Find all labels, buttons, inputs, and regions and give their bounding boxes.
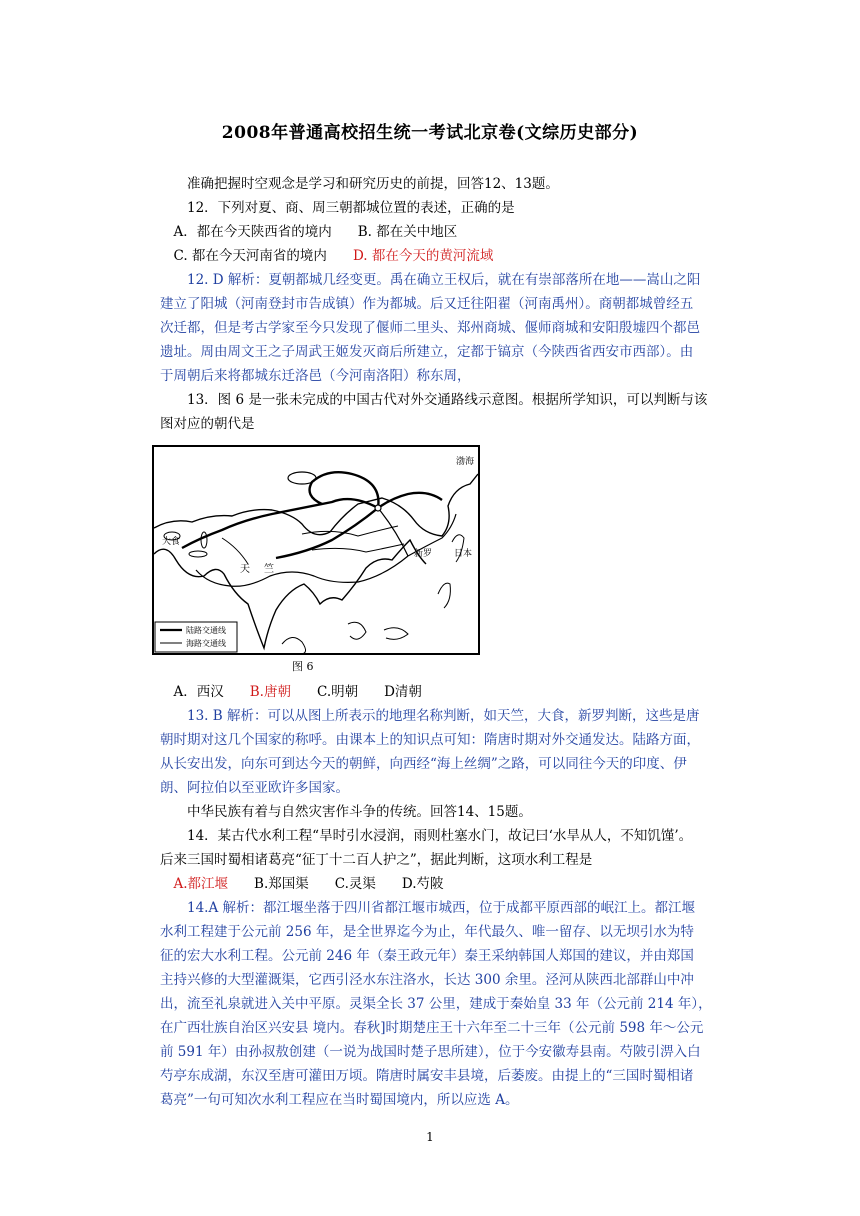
question-14-stem: 后来三国时蜀相诸葛亮“征丁十二百人护之”，据此判断，这项水利工程是 bbox=[160, 852, 593, 868]
q12-option-a: A．都在今天陕西省的境内 bbox=[173, 224, 332, 240]
map-label-dashi: 大食 bbox=[162, 537, 181, 547]
q13-option-a: A．西汉 bbox=[173, 684, 224, 700]
q12-analysis-line: 次迁都，但是考古学家至今只发现了偃师二里头、郑州商城、偃师商城和安阳殷墟四个都邑 bbox=[160, 320, 700, 336]
q13-analysis-line: 13. B 解析：可以从图上所表示的地理名称判断，如天竺，大食，新罗判断，这些是唐 bbox=[187, 708, 700, 724]
intro-12-13: 准确把握时空观念是学习和研究历史的前提，回答12、13题。 bbox=[187, 176, 559, 192]
q12-analysis-line: 12. D 解析：夏朝都城几经变更。禹在确立王权后，就在有崇部落所在地——嵩山之阳 bbox=[187, 272, 701, 288]
q14-analysis-line: 14.A 解析：都江堰坐落于四川省都江堰市城西，位于成都平原西部的岷江上。都江堰 bbox=[187, 900, 696, 916]
legend-land-route: 陆路交通线 bbox=[186, 626, 226, 635]
intro-14-15: 中华民族有着与自然灾害作斗争的传统。回答14、15题。 bbox=[187, 804, 532, 820]
q14-analysis-line: 芍亭东成湖，东汉至唐可灌田万顷。隋唐时属安丰县境，后萎废。由提上的“三国时蜀相诸 bbox=[160, 1068, 694, 1084]
page-number: 1 bbox=[426, 1130, 434, 1144]
q14-analysis-line: 出，流至礼泉就进入关中平原。灵渠全长 37 公里，建成于秦始皇 33 年（公元前 214 年）， bbox=[160, 996, 712, 1012]
q14-analysis-line: 征的宏大水利工程。公元前 246 年（秦王政元年）秦王采纳韩国人郑国的建议，并由郑国 bbox=[160, 948, 694, 964]
question-13-stem: 13．图 6 是一张未完成的中国古代对外交通路线示意图。根据所学知识，可以判断与该 bbox=[187, 392, 708, 408]
q13-analysis-line: 从长安出发，向东可到达今天的朝鲜，向西经“海上丝绸”之路，可以同往今天的印度、伊 bbox=[160, 756, 687, 772]
q13-analysis-line: 朗、阿拉伯以至亚欧许多国家。 bbox=[160, 780, 349, 796]
q14-analysis-line: 葛亮”一句可知次水利工程应在当时蜀国境内，所以应选 A。 bbox=[160, 1092, 519, 1108]
q12-option-d-answer: D. 都在今天的黄河流域 bbox=[352, 248, 494, 264]
legend-sea-route: 海路交通线 bbox=[186, 639, 226, 648]
question-14-options bbox=[160, 872, 732, 896]
q14-option-b: B.郑国渠 bbox=[254, 876, 309, 892]
map-label-japan: 日本 bbox=[454, 549, 473, 559]
q13-option-d: D清朝 bbox=[384, 684, 422, 700]
q14-analysis-line: 前 591 年）由孙叔敖创建（一说为战国时楚子思所建），位于今安徽寿县南。芍陂引淠入白 bbox=[160, 1044, 701, 1060]
q12-option-c: C. 都在今天河南省的境内 bbox=[173, 248, 327, 264]
question-13-stem: 图对应的朝代是 bbox=[160, 416, 255, 432]
q13-option-c: C.明朝 bbox=[316, 684, 359, 700]
document-body bbox=[160, 172, 732, 1112]
q13-option-b-answer: B.唐朝 bbox=[249, 684, 291, 700]
q12-analysis-line: 于周朝后来将都城东迁洛邑（今河南洛阳）称东周， bbox=[160, 368, 471, 384]
map-label-tianzhu: 天竺 bbox=[240, 564, 288, 575]
figure-6-container bbox=[160, 444, 732, 672]
q12-analysis-line: 遗址。周由周文王之子周武王姬发灭商后所建立，定都于镐京（今陕西省西安市西部）。由 bbox=[160, 344, 694, 360]
q14-analysis-line: 主持兴修的大型灌溉渠，它西引泾水东注洛水，长达 300 余里。泾河从陕西北部群山中冲 bbox=[160, 972, 694, 988]
q12-option-b: B. 都在关中地区 bbox=[357, 224, 458, 240]
q14-option-c: C.灵渠 bbox=[334, 876, 376, 892]
question-12-options-row1 bbox=[160, 220, 732, 244]
figure-6-map bbox=[152, 444, 492, 672]
map-label-silla: 新罗 bbox=[414, 549, 433, 559]
question-12-stem: 12．下列对夏、商、周三朝都城位置的表述，正确的是 bbox=[187, 200, 515, 216]
q13-analysis-line: 朝时期对这几个国家的称呼。由课本上的知识点可知：隋唐时期对外交通发达。陆路方面， bbox=[160, 732, 700, 748]
q14-analysis-line: 在广西壮族自治区兴安县 境内。春秋]时期楚庄王十六年至二十三年（公元前 598 年～公元 bbox=[160, 1020, 704, 1036]
q12-analysis-line: 建立了阳城（河南登封市告成镇）作为都城。后又迁往阳翟（河南禹州）。商朝都城曾经五 bbox=[160, 296, 694, 312]
question-14-stem: 14．某古代水利工程“旱时引水浸润，雨则杜塞水门，故记曰‘水旱从人，不知饥馑’。 bbox=[187, 828, 693, 844]
q14-option-d: D.芍陂 bbox=[401, 876, 444, 892]
page-title: 2008年普通高校招生统一考试北京卷(文综历史部分) bbox=[221, 123, 639, 143]
q14-analysis-line: 水利工程建于公元前 256 年，是全世界迄今为止，年代最久、唯一留存、以无坝引水为特 bbox=[160, 924, 694, 940]
q14-option-a-answer: A.都江堰 bbox=[173, 876, 229, 892]
map-label-bohai: 渤海 bbox=[456, 457, 475, 467]
question-12-options-row2 bbox=[160, 244, 732, 268]
figure-caption: 图 6 bbox=[292, 660, 314, 672]
question-13-options bbox=[160, 680, 732, 704]
